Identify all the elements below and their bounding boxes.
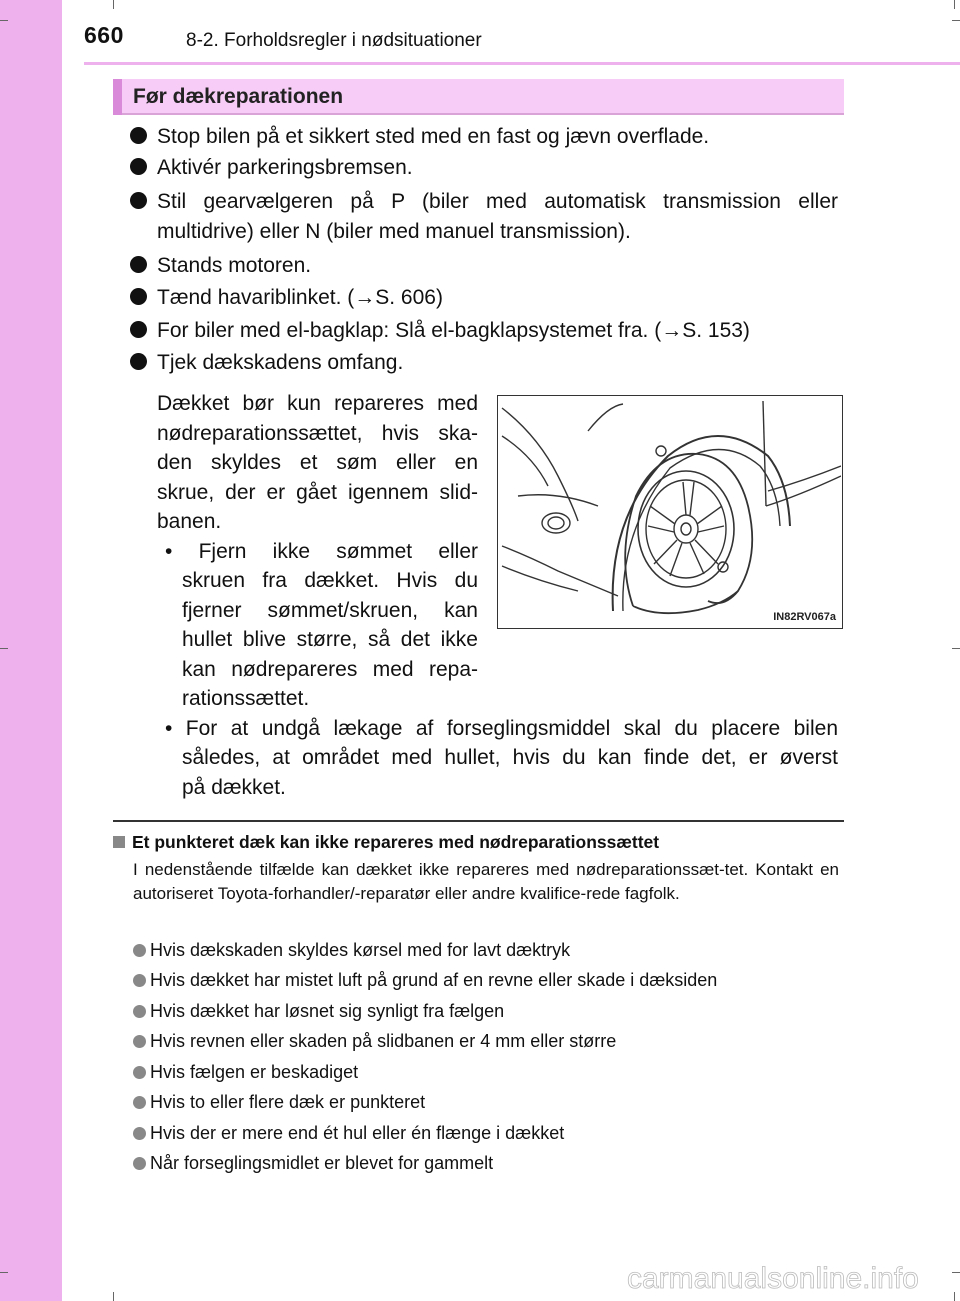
inspection-line: nødreparationssættet, hvis ska-	[157, 421, 478, 445]
bullet-icon	[133, 974, 146, 987]
note-list-item: Hvis to eller flere dæk er punkteret	[133, 1090, 425, 1114]
flat-tire-figure	[497, 395, 843, 629]
list-item: Tænd havariblinket. (→S. 606)	[130, 283, 443, 313]
list-item: Stands motoren.	[130, 251, 311, 281]
note-list-item: Når forseglingsmidlet er blevet for gammelt	[133, 1151, 493, 1175]
list-item-continuation: multidrive) eller N (biler med manuel transmission).	[157, 220, 631, 243]
sub-bullet-line: rationssættet.	[182, 687, 310, 710]
bullet-icon	[133, 1127, 146, 1140]
crop-mark	[952, 648, 960, 649]
section-marker	[113, 79, 122, 115]
bullet-icon	[130, 158, 147, 175]
watermark-text: carmanualsonline.info	[627, 1262, 919, 1295]
bullet-icon	[130, 127, 147, 144]
list-item: Stop bilen på et sikkert sted med en fast og jævn overflade.	[130, 122, 709, 152]
chapter-title: 8-2. Forholdsregler i nødsituationer	[186, 30, 482, 51]
bullet-icon	[133, 1096, 146, 1109]
sub-bullet-line: kan nødrepareres med repa-	[182, 657, 478, 681]
inspection-line: Dækket bør kun repareres med	[157, 392, 478, 415]
inspection-line: skrue, der er gået igennem slid-	[157, 480, 478, 504]
note-rule	[113, 820, 844, 822]
list-item: Tjek dækskadens omfang.	[130, 348, 403, 378]
bullet-icon	[130, 192, 147, 209]
crop-mark	[113, 0, 114, 9]
square-icon	[113, 836, 125, 848]
inspection-line: banen.	[157, 510, 222, 533]
bullet-icon	[133, 1005, 146, 1018]
bullet-icon	[130, 353, 147, 370]
bullet-icon	[133, 1157, 146, 1170]
bullet-icon	[130, 288, 147, 305]
crop-mark	[0, 648, 8, 649]
note-title: Et punkteret dæk kan ikke repareres med nødreparationssættet	[113, 832, 659, 853]
sub-bullet-line: • Fjern ikke sømmet eller	[165, 539, 478, 563]
section-title: Før dækreparationen	[133, 85, 344, 108]
note-list-item: Hvis dækket har løsnet sig synligt fra fælgen	[133, 999, 504, 1023]
header-rule	[84, 62, 960, 65]
note-body: I nedenstående tilfælde kan dækket ikke repareres med nødreparationssæt-tet. Kontakt en autoriseret Toyota-forhandler/-reparatør eller andre kvalifice-rede fagfolk.	[133, 860, 839, 903]
bullet-icon	[133, 1066, 146, 1079]
figure-code: IN82RV067a	[773, 611, 836, 623]
note-list-item: Hvis dækket har mistet luft på grund af en revne eller skade i dæksiden	[133, 968, 717, 992]
crop-mark	[0, 20, 8, 21]
bullet-icon	[133, 944, 146, 957]
note-list-item: Hvis der er mere end ét hul eller én flænge i dækket	[133, 1121, 564, 1145]
note-list-item: Hvis fælgen er beskadiget	[133, 1060, 358, 1084]
note-list-item: Hvis dækskaden skyldes kørsel med for lavt dæktryk	[133, 938, 570, 962]
list-item: Stil gearvælgeren på P (biler med automatisk transmission eller	[130, 187, 838, 217]
crop-mark	[952, 20, 960, 21]
page-number: 660	[84, 22, 124, 48]
crop-mark	[0, 1272, 8, 1273]
list-item: Aktivér parkeringsbremsen.	[130, 153, 413, 183]
watermark	[625, 1258, 955, 1298]
sub-bullet-line: på dækket.	[182, 775, 286, 799]
bullet-icon	[130, 321, 147, 338]
crop-mark	[954, 0, 955, 9]
sub-bullet-line: • For at undgå lækage af forseglingsmiddel skal du placere bilen	[165, 716, 838, 740]
bullet-icon	[133, 1035, 146, 1048]
bullet-icon	[130, 256, 147, 273]
sub-bullet-line: hullet blive større, så det ikke	[182, 628, 478, 651]
sub-bullet-line: skruen fra dækket. Hvis du	[182, 569, 478, 592]
list-item: For biler med el-bagklap: Slå el-bagklapsystemet fra. (→S. 153)	[130, 316, 750, 346]
section-heading	[113, 79, 844, 115]
note-list-item: Hvis revnen eller skaden på slidbanen er 4 mm eller større	[133, 1029, 616, 1053]
sub-bullet-line: således, at området med hullet, hvis du kan finde det, er øverst	[182, 746, 838, 769]
inspection-line: den skyldes et søm eller en	[157, 451, 478, 474]
page-sidebar	[0, 0, 62, 1301]
crop-mark	[113, 1292, 114, 1301]
flat-tire-illustration	[498, 396, 841, 627]
sub-bullet-line: fjerner sømmet/skruen, kan	[182, 598, 478, 622]
